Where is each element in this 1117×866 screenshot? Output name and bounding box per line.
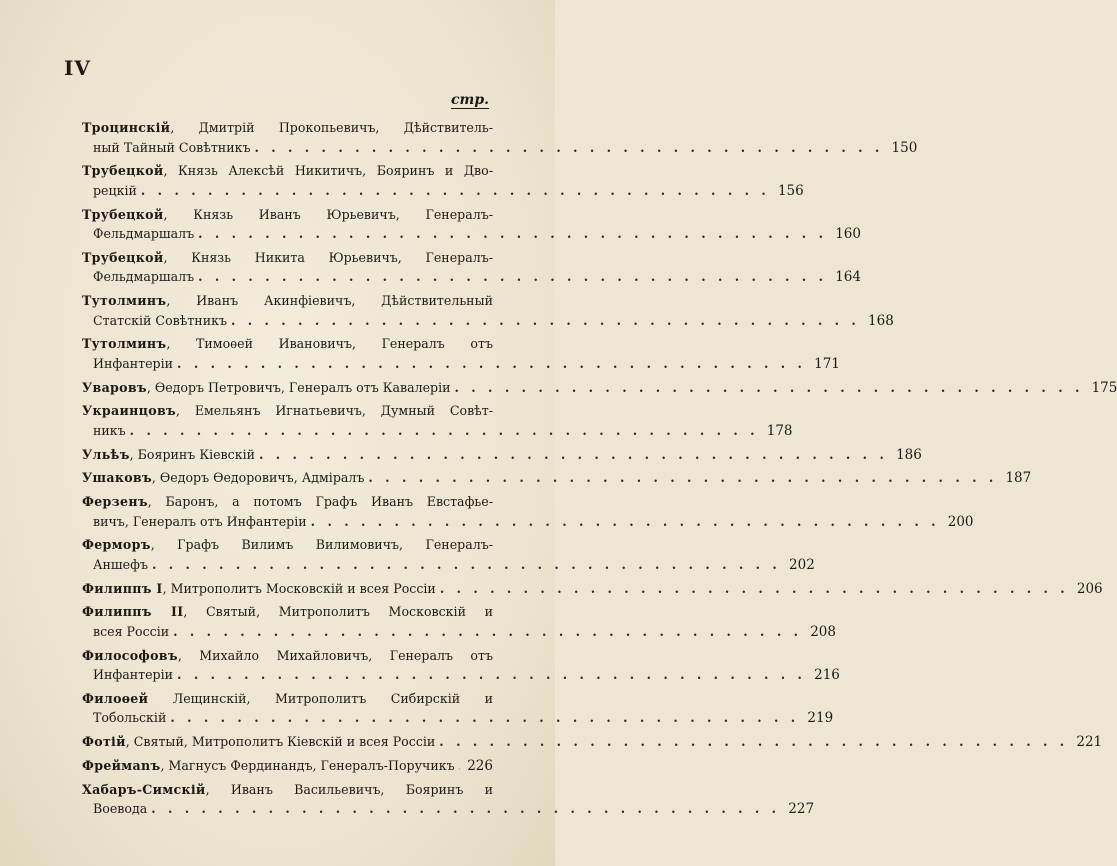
dot-leader: . . . . . . . . . . . . . . . . . . . . . . . . . . . . . . . . . . . . . . — [198, 269, 827, 285]
index-entry — [82, 205, 861, 245]
entry-description: , Графъ Вилимъ Вилимовичъ, Генералъ- — [150, 537, 493, 553]
entry-line-first — [82, 205, 493, 225]
index-entries — [82, 118, 1117, 823]
entry-page-number: 200 — [947, 513, 974, 530]
entry-description: , Емельянъ Игнатьевичъ, Думный Совѣт- — [175, 403, 493, 419]
entry-line-first — [82, 248, 493, 268]
index-entry — [82, 689, 834, 729]
entry-text — [82, 468, 364, 488]
index-entry — [82, 602, 836, 642]
page-number: IV — [64, 56, 91, 80]
index-entry — [82, 401, 793, 441]
index-entry — [82, 118, 918, 158]
entry-name: Ульѣъ — [82, 446, 130, 462]
entry-line-continued — [82, 622, 836, 643]
dot-leader: . . . . . . . . . . . . . . . . . . . . . . . . . . . . . . . . . . . . . . — [129, 422, 759, 438]
entry-line-first — [82, 401, 493, 421]
dot-leader: . . . . . . . . . . . . . . . . . . . . . . . . . . . . . . . . . . . . . . — [177, 667, 806, 683]
index-entry — [82, 492, 974, 532]
entry-continuation: всея Россіи — [93, 623, 170, 639]
index-entry — [82, 579, 1103, 600]
entry-description: , Святый, Митрополитъ Кіевскій и всея Россіи — [125, 734, 436, 750]
dot-leader: . . . . . . . . . . . . . . . . . . . . . . . . . . . . . . . . . . . . . . — [151, 801, 781, 817]
entry-text — [82, 378, 451, 398]
entry-description: , Магнусъ Фердинандъ, Генералъ-Поручикъ — [160, 757, 455, 773]
dot-leader: . . . . . . . . . . . . . . . . . . . . . . . . . . . . . . . . . . . . . . — [439, 580, 1069, 596]
entry-page-number: 178 — [766, 422, 793, 439]
entry-name: Философовъ — [82, 647, 178, 663]
index-entry — [82, 161, 804, 201]
index-entry — [82, 732, 1103, 753]
index-entry — [82, 646, 840, 686]
dot-leader: . . . . . . . . . . . . . . . . . . . . . . . . . . . . . . . . . . . . . . — [454, 379, 1084, 395]
index-entry — [82, 248, 861, 288]
entry-page-number: 186 — [896, 446, 922, 463]
entry-line — [82, 378, 1117, 399]
entry-name: Троцинскій — [82, 120, 171, 135]
entry-page-number: 164 — [835, 269, 861, 286]
entry-description: , Князь Алексѣй Никитичъ, Бояринъ и Дво- — [163, 163, 493, 179]
entry-line-continued — [82, 555, 815, 576]
entry-line-first — [82, 602, 493, 622]
entry-page-number: 202 — [789, 556, 815, 573]
entry-continuation: Инфантеріи — [93, 356, 174, 371]
entry-line-continued — [82, 708, 834, 729]
entry-description: , Иванъ Акинфіевичъ, Дѣйствительный — [166, 293, 493, 309]
entry-page-number: 168 — [868, 312, 894, 329]
entry-page-number: 150 — [891, 139, 918, 156]
dot-leader: . . . . . . . . . . . . . . . . . . . . . . . . . . . . . . . . . . . . . . — [259, 446, 888, 462]
entry-page-number: 206 — [1076, 580, 1103, 597]
entry-name: Филиппъ II — [82, 604, 184, 620]
entry-page-number: 226 — [467, 757, 493, 774]
entry-page-number: 160 — [835, 226, 861, 243]
entry-line-continued — [82, 665, 840, 686]
entry-page-number: 216 — [814, 667, 840, 684]
dot-leader: . . . . . . . . . . . . . . . . . . . . . . . . . . . . . . . . . . . . . . — [173, 623, 802, 639]
dot-leader: . . . . . . . . . . . . . . . . . . . . . . . . . . . . . . . . . . . . . . — [170, 710, 800, 726]
dot-leader: . . . . . . . . . . . . . . . . . . . . . . . . . . . . . . . . . . . . . . — [439, 734, 1069, 750]
entry-continuation: вичъ, Генералъ отъ Инфантеріи — [93, 513, 307, 529]
entry-page-number: 175 — [1091, 379, 1117, 396]
entry-name: Трубецкой — [82, 249, 164, 265]
index-entry — [82, 291, 894, 331]
entry-name: Филиппъ I — [82, 580, 163, 596]
entry-page-number: 187 — [1005, 470, 1032, 487]
entry-continuation: Инфантеріи — [93, 667, 174, 683]
index-entry — [82, 378, 1117, 399]
entry-name: Ферзенъ — [82, 494, 148, 510]
entry-line-continued — [82, 138, 918, 159]
entry-page-number: 208 — [810, 623, 836, 640]
entry-description: , Михайло Михайловичъ, Генералъ отъ — [177, 647, 493, 663]
entry-name: Трубецкой — [82, 206, 164, 222]
entry-line-continued — [82, 311, 894, 332]
entry-name: Ферморъ — [82, 537, 151, 553]
entry-line — [82, 756, 493, 777]
entry-continuation: Статскій Совѣтникъ — [93, 312, 227, 328]
entry-description: , Митрополитъ Московскій и всея Россіи — [162, 580, 436, 596]
entry-continuation: Тобольскій — [93, 710, 167, 726]
entry-description: , Князь Никита Юрьевичъ, Генералъ- — [163, 249, 493, 265]
entry-page-number: 171 — [814, 356, 840, 372]
entry-continuation: Воевода — [93, 801, 148, 817]
entry-description: , Святый, Митрополитъ Московскій и — [183, 604, 493, 620]
entry-continuation: рецкій — [93, 182, 137, 198]
entry-line-first — [82, 535, 493, 555]
entry-line-first — [82, 118, 493, 138]
entry-text — [82, 445, 255, 465]
entry-continuation: никъ — [93, 422, 126, 438]
dot-leader: . . . . . . . . . . . . . . . . . . . . . . . . . . . . . . . . . . . . . . — [198, 226, 827, 242]
entry-page-number: 227 — [788, 801, 815, 818]
entry-name: Тутолминъ — [82, 293, 167, 309]
entry-description: , Иванъ Васильевичъ, Бояринъ и — [205, 781, 493, 797]
entry-line-first — [82, 161, 493, 181]
entry-line-continued — [82, 181, 804, 202]
entry-text — [82, 579, 436, 599]
entry-description: , Бояринъ Кіевскій — [129, 446, 255, 462]
entry-name: Фотій — [82, 734, 126, 750]
index-entry — [82, 756, 493, 777]
dot-leader: . . . . . . . . . . . . . . . . . . . . . . . . . . . . . . . . . . . . . . — [254, 139, 884, 155]
entry-name: Ушаковъ — [82, 470, 152, 486]
index-entry — [82, 334, 840, 374]
entry-description: Лещинскій, Митрополитъ Сибирскій и — [148, 690, 493, 706]
index-entry — [82, 445, 922, 466]
entry-text — [82, 756, 455, 776]
entry-description: , Князь Иванъ Юрьевичъ, Генералъ- — [163, 206, 493, 222]
entry-name: Трубецкой — [82, 163, 164, 179]
entry-line — [82, 445, 922, 466]
entry-line-continued — [82, 354, 840, 375]
entry-page-number: 219 — [807, 710, 834, 727]
page-column-header: стр. — [450, 92, 489, 108]
dot-leader: . . . . . . . . . . . . . . . . . . . . . . . . . . . . . . . . . . . . . . — [151, 556, 781, 572]
entry-continuation: Фельдмаршалъ — [93, 226, 195, 242]
entry-line-continued — [82, 512, 974, 533]
entry-continuation: Аншефъ — [93, 556, 148, 572]
entry-description: , Баронъ, а потомъ Графъ Иванъ Евстафье- — [147, 494, 493, 510]
entry-name: Украинцовъ — [82, 403, 176, 419]
index-entry — [82, 535, 815, 575]
dot-leader: . . . . . . . . . . . . . . . . . . . . . . . . . . . . . . . . . . . . . . — [310, 513, 940, 529]
entry-continuation: ный Тайный Совѣтникъ — [93, 139, 251, 155]
entry-line-continued — [82, 421, 793, 442]
entry-description: , Ѳедоръ Ѳедоровичъ, Адміралъ — [151, 470, 365, 486]
entry-continuation: Фельдмаршалъ — [93, 269, 195, 285]
entry-name: Хабаръ-Симскій — [82, 781, 206, 797]
entry-name: Тутолминъ — [82, 336, 167, 352]
entry-description: , Тимоѳей Ивановичъ, Генералъ отъ — [166, 336, 493, 352]
entry-line-first — [82, 291, 493, 311]
dot-leader: . . . . . . . . . . . . . . . . . . . . . . . . . . . . . . . . . . . . . . — [368, 470, 998, 486]
entry-line-first — [82, 334, 493, 354]
entry-line-continued — [82, 267, 861, 288]
entry-line-continued — [82, 799, 815, 820]
entry-line — [82, 579, 1103, 600]
entry-line — [82, 732, 1103, 753]
dot-leader: . . . . . . . . . . . . . . . . . . . . . . . . . . . . . . . . . . . . . . — [140, 182, 770, 198]
entry-page-number: 156 — [777, 182, 804, 199]
dot-leader: . . . . . . . . . . . . . . . . . . . . . . . . . . . . . . . . . . . . . . — [177, 356, 806, 371]
entry-line-first — [82, 689, 493, 709]
index-entry — [82, 468, 1032, 489]
entry-line — [82, 468, 1032, 489]
entry-name: Филоѳей — [82, 690, 149, 706]
entry-description: , Дмитрій Прокопьевичъ, Дѣйствитель- — [170, 120, 493, 135]
entry-line-first — [82, 492, 493, 512]
entry-name: Уваровъ — [82, 379, 147, 395]
entry-line-first — [82, 780, 493, 800]
entry-page-number: 221 — [1076, 734, 1103, 751]
entry-description: , Ѳедоръ Петровичъ, Генералъ отъ Кавалеріи — [146, 379, 451, 395]
entry-name: Фреймаnъ — [82, 757, 161, 773]
dot-leader: . . . . . . . . . . . . . . . . . . . . . . . . . . . . . . . . . . . . . . — [230, 312, 860, 328]
entry-line-continued — [82, 224, 861, 245]
index-entry — [82, 780, 815, 820]
entry-text — [82, 732, 435, 752]
entry-line-first — [82, 646, 493, 666]
